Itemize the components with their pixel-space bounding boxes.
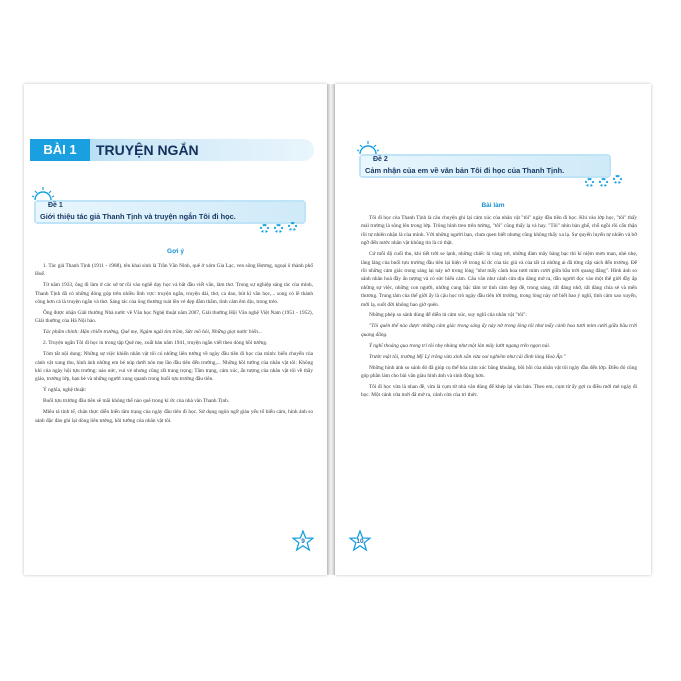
right-body-text: [361, 214, 637, 402]
paragraph: Tóm tắt nội dung: Những sự việc khiến nhân vật tôi có những liên tưởng về ngày đầu tiên đi học của mình: biến chuyển của cảnh vật xung thu, hình ảnh những em bé núp dưới nón mẹ lần đầu tiên đến trường,... Những hồi tưởng của nhân vật tôi: Không khí của ngày hội tựu trường: náo nức, vui vẻ nhưng cũng rất trang trọng; Tâm trạng, cảm xúc, ấn tượng của nhân vật tôi về thầy giáo, trường lớp, bạn bè và những người xung quanh trong buổi tựu trường đầu tiên.: [35, 351, 313, 383]
page-number-star: [292, 530, 314, 552]
paragraph: 1. Tác giả Thanh Tịnh (1911 - 1988), tên khai sinh là Trần Văn Ninh, quê ở xóm Gia Lạc, ven sông Hương, ngoại ô thành phố Huế.: [35, 263, 313, 278]
topic-2-title: Cảm nhận của em về văn bản Tôi đi học của Thanh Tịnh.: [365, 166, 565, 175]
lesson-title: TRUYỆN NGẮN: [96, 142, 199, 158]
paragraph: Trước mặt tôi, trường Mỹ Lý trông vừa xinh xắn vừa oai nghiêm như cái đình làng Hoà Ấp.": [369, 353, 566, 360]
lesson-number: BÀI 1: [30, 139, 90, 161]
paragraph: Miêu tả tinh tế, chân thực diễn biến tâm trạng của ngày đầu tiên đi học. Sử dụng ngôn ngữ giàu yếu tố biểu cảm, hình ảnh so sánh đặc đáo ghi lại dòng liên tưởng, hồi tưởng của nhân vật tôi.: [35, 409, 313, 424]
topic-2-label: Đề 2: [373, 156, 388, 163]
paragraph: Ông được nhận Giải thưởng Nhà nước về Văn học Nghệ thuật năm 2007, Giải thưởng Hội Văn nghệ Việt Nam (1951 - 1952), Giải thưởng của Hà Nội hào.: [35, 310, 313, 325]
gear-icon: [585, 178, 594, 187]
paragraph: Ý nghĩa, nghệ thuật:: [43, 387, 87, 394]
page-number: 9: [301, 538, 305, 545]
paragraph: Những hình ảnh so sánh đó đã giúp cụ thể hóa cảm xúc băng khuâng, bồi hồi của nhân vật tôi ngày đầu đến lớp. Điều đó cũng góp phần làm cho bài văn giàu hình ảnh và sinh động hơn.: [361, 364, 637, 379]
page-number-star: [349, 530, 371, 552]
paragraph: Từ năm 1933, ông đi làm ở các sở tư rồi vào nghề dạy học và bắt đầu viết văn, làm thơ. Trong sự nghiệp sáng tác của mình, Thanh Tịnh đã có những đóng góp trên nhiều lĩnh vực: truyện ngắn, truyện dài, thơ, ca dao, bút kí văn học,... song có lẽ thành công hơn cả là truyện ngắn và thơ. Sáng tác của ông thường toát lên vẻ đẹp đằm thắm, tình cảm êm dịu, trong trẻo.: [35, 282, 313, 306]
section-heading: Gợi ý: [167, 248, 184, 255]
left-body-text: [35, 262, 313, 427]
topic-1-title: Giới thiệu tác giả Thanh Tịnh và truyện ngắn Tôi đi học.: [40, 212, 236, 221]
left-page: [24, 84, 327, 575]
paragraph: Tôi đi học vừa là nhan đề, vừa là cụm từ nhà văn dùng để khép lại văn bản. Theo em, cụm từ ấy gợi ra điều mới mẻ ngày đi học. Một cánh cửa mới đã mở ra, cánh cửa của tri thức.: [361, 383, 637, 399]
gear-icon: [613, 175, 622, 184]
paragraph: Buổi tựu trường đầu tiên sẽ mãi không thể nào quê trong kí ức của nhà văn Thanh Tịnh.: [43, 398, 230, 405]
gear-icon: [599, 178, 608, 187]
gear-icon: [288, 222, 297, 231]
paragraph: Tôi đi học của Thanh Tịnh là câu chuyện ghi lại cảm xúc của nhân vật "tôi" ngày đầu tiên đi học. Khi vào lớp học, "tôi" thấy mái trường là sông lên trong lớp. Trông hình treo trên tường, "tôi" cũng thấy lạ và hay. "Tôi" nhìn bàn ghế, chỗ ngồi rồi cẩn thận rồi tự nhiên nhận là của mình. Với những người bạn, chưa quen biết nhưng cũng không thấy xa lạ. Sự quyến luyến tự nhiên và bỡ ngỡ đến nước nhân vật không tin là có thật.: [361, 215, 637, 247]
right-page: [335, 84, 651, 575]
topic-1-label: Đề 1: [48, 202, 63, 209]
paragraph: Ý nghĩ thoáng qua trong trí tôi nhẹ nhàng như một làn mây lướt ngang trên ngọn núi.: [369, 342, 551, 349]
paragraph: Những phép so sánh dùng để diễn tả cảm xúc, suy nghĩ của nhân vật "tôi":: [369, 312, 527, 319]
paragraph: 2. Truyện ngắn Tôi đi học in trong tập Quê mẹ, xuất bản năm 1941, truyện ngắn viết theo dòng hồi tưởng.: [43, 340, 268, 347]
page-number: 10: [356, 538, 364, 545]
paragraph: Tác phẩm chính: Hận chiến trường, Quê mẹ, Ngậm ngải tìm trầm, Sức mồ hôi, Những giọt nước biển...: [43, 329, 262, 336]
gear-icon: [260, 224, 269, 233]
section-heading: Bài làm: [481, 202, 505, 209]
gear-icon: [274, 224, 283, 233]
paragraph: "Tôi quên thế nào được những cảm giác trong sáng ấy nảy nở trong lòng tôi như mấy cành hoa tươi mỉm cười giữa bầu trời quang đãng.: [361, 323, 637, 338]
paragraph: Cứ mỗi độ cuối thu, khi tiết trời se lạnh, những chiếc lá vàng rơi, những đám mây bàng bạc thì kí niệm mơn man, nhè nhẹ, lâng lâng của buổi tựu trường đầu tiên lại hiện về trong kí ức của tác giả và của tất cả những ai đã từng cắp sách đến trường. Để rồi những cảm giác trong sáng lại nảy nở trong lòng "như mấy cành hoa tươi mỉm cười giữa bầu trời quang đãng". Hình ảnh so sánh nhân hoá đầy ấn tượng và có sức biểu cảm. Câu văn như cánh cửa dịu dàng mở ra, dẫn người đọc vào một thế giới đầy ắp những sự việc, những con người, những cung bậc tâm tư tình cảm đẹp đẽ, trong sáng, rất đáng nhớ, rất đáng chia sẻ và mến thương. Trung tâm của thế giới ấy là cậu học trò ngày đầu tiên tới trường, trong lòng này nở biết bao ý nghĩ, tình cảm xao xuyến, mới lạ, suốt đời không bao giờ quên.: [361, 251, 637, 308]
